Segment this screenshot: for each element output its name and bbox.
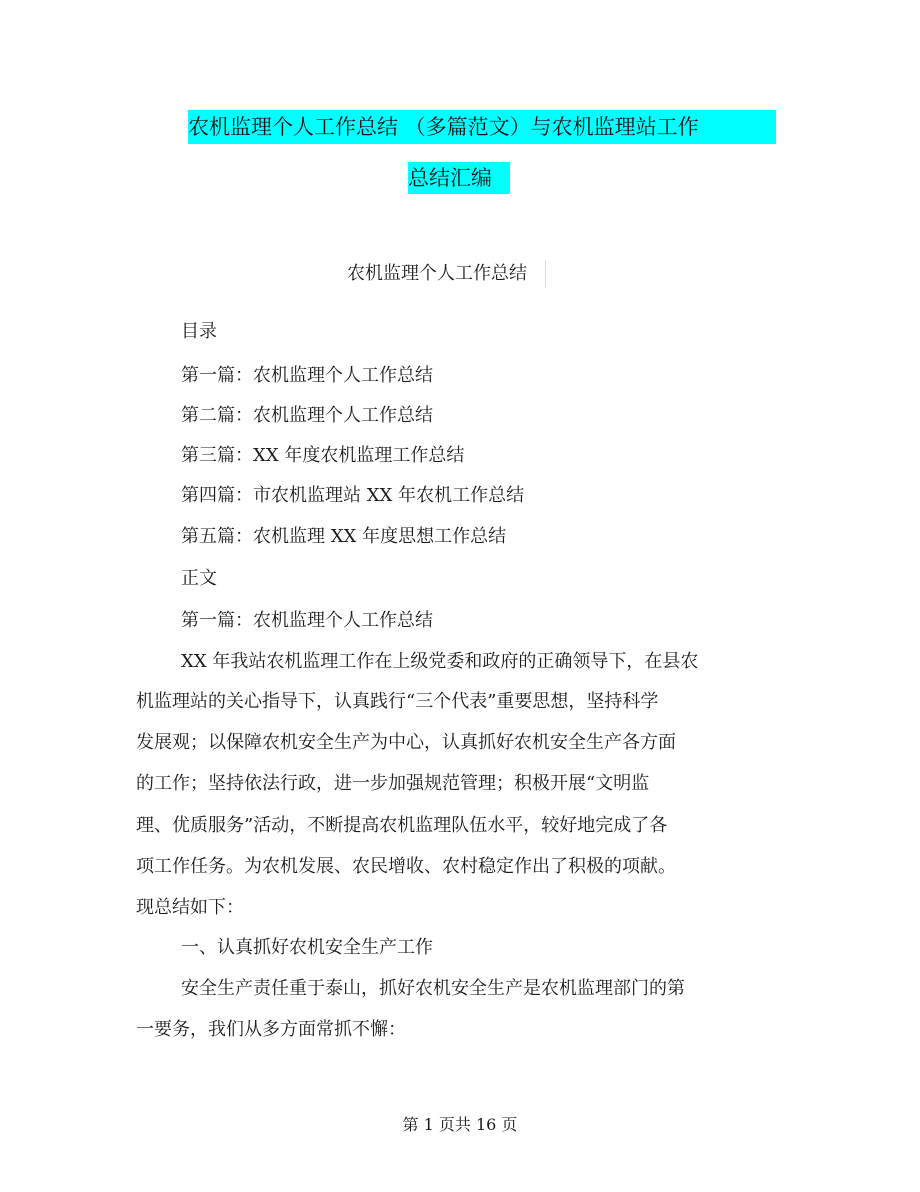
document-title-line-1: 农机监理个人工作总结 （多篇范文）与农机监理站工作	[188, 110, 776, 144]
toc-item: 第五篇：农机监理 XX 年度思想工作总结	[181, 526, 507, 547]
toc-item: 第二篇：农机监理个人工作总结	[181, 405, 433, 426]
paragraph-line: 一要务，我们从多方面常抓不懈：	[136, 1019, 406, 1040]
toc-label: 目录	[181, 321, 217, 342]
document-title-line-2: 总结汇编	[408, 162, 510, 194]
page-footer: 第 1 页共 16 页	[402, 1115, 518, 1134]
paragraph-line: 发展观；以保障农机安全生产为中心，认真抓好农机安全生产各方面	[136, 732, 676, 753]
paragraph-line: 项工作任务。为农机发展、农民增收、农村稳定作出了积极的项献。	[136, 856, 676, 877]
paragraph-line: 机监理站的关心指导下，认真践行“三个代表”重要思想，坚持科学	[136, 691, 659, 712]
document-subtitle: 农机监理个人工作总结	[347, 260, 546, 288]
paragraph-line: 理、优质服务”活动，不断提高农机监理队伍水平，较好地完成了各	[136, 815, 668, 836]
paragraph-line: XX 年我站农机监理工作在上级党委和政府的正确领导下，在县农	[181, 651, 699, 672]
paragraph-line: 现总结如下：	[136, 897, 244, 918]
toc-item: 第一篇：农机监理个人工作总结	[181, 365, 433, 386]
section-heading: 一、认真抓好农机安全生产工作	[181, 937, 433, 958]
toc-item: 第三篇：XX 年度农机监理工作总结	[181, 445, 465, 466]
chapter-heading: 第一篇：农机监理个人工作总结	[181, 610, 433, 631]
body-label: 正文	[181, 568, 217, 589]
paragraph-line: 安全生产责任重于泰山，抓好农机安全生产是农机监理部门的第	[181, 978, 685, 999]
paragraph-line: 的工作；坚持依法行政，进一步加强规范管理；积极开展“文明监	[136, 773, 650, 794]
toc-item: 第四篇：市农机监理站 XX 年农机工作总结	[181, 485, 525, 506]
